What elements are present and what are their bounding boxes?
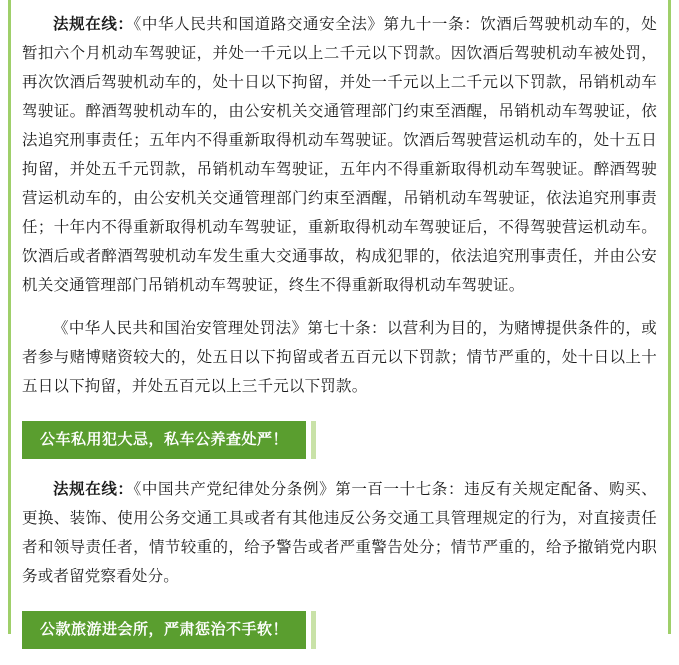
document-content [22, 0, 657, 638]
slogan-banner-public-funds-travel: 公款旅游进会所，严肃惩治不手软！ [22, 611, 311, 649]
left-vertical-rule [8, 0, 11, 634]
paragraph-body-text: 《中华人民共和国治安管理处罚法》第七十条：以营利为目的，为赌博提供条件的，或者参与赌博赌资较大的，处五日以下拘留或者五百元以下罚款；情节严重的，处十日以上十五日以下拘留，并处五百元以上三千元以下罚款。 [22, 320, 657, 395]
paragraph-body-text: 《中华人民共和国道路交通安全法》第九十一条：饮酒后驾驶机动车的，处暂扣六个月机动车驾驶证，并处一千元以上二千元以下罚款。因饮酒后驾驶机动车被处罚，再次饮酒后驾驶机动车的，处十日以下拘留，并处一千元以上二千元以下罚款，吊销机动车驾驶证。醉酒驾驶机动车的，由公安机关交通管理部门约束至酒醒，吊销机动车驾驶证，依法追究刑事责任；五年内不得重新取得机动车驾驶证。饮酒后驾驶营运机动车的，处十五日拘留，并处五千元罚款，吊销机动车驾驶证，五年内不得重新取得机动车驾驶证。醉酒驾驶营运机动车的，由公安机关交通管理部门约束至酒醒，吊销机动车驾驶证，依法追究刑事责任；十年内不得重新取得机动车驾驶证，重新取得机动车驾驶证后，不得驾驶营运机动车。饮酒后或者醉酒驾驶机动车发生重大交通事故，构成犯罪的，依法追究刑事责任，并由公安机关交通管理部门吊销机动车驾驶证，终生不得重新取得机动车驾驶证。 [22, 16, 657, 294]
paragraph-law-public-security [22, 314, 657, 401]
slogan-banner-official-car: 公车私用犯大忌，私车公养查处严！ [22, 421, 311, 459]
banner-wrapper [22, 605, 657, 665]
paragraph-lead-label: 法规在线： [53, 481, 134, 498]
paragraph-body-text: 《中国共产党纪律处分条例》第一百一十七条：违反有关规定配备、购买、更换、装饰、使用公务交通工具或者有其他违反公务交通工具管理规定的行为，对直接责任者和领导责任者，情节较重的，给予警告或者严重警告处分；情节严重的，给予撤销党内职务或者留党察看处分。 [22, 481, 657, 585]
paragraph-lead-label: 法规在线： [53, 16, 134, 33]
paragraph-law-party-discipline [22, 475, 657, 591]
right-vertical-rule [668, 0, 671, 634]
paragraph-law-traffic [22, 10, 657, 300]
banner-wrapper [22, 415, 657, 475]
